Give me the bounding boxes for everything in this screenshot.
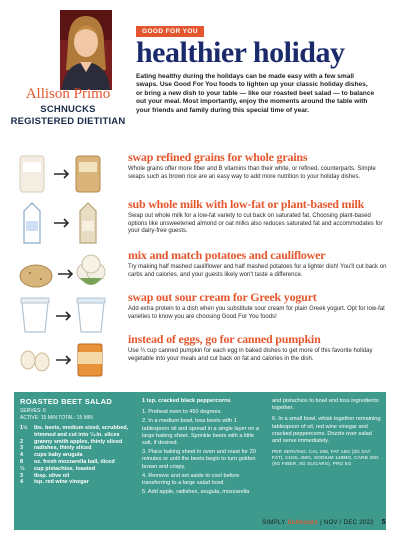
step-item: 3. Place baking sheet in oven and roast for 20 minutes or until the beets begin to turn golden brown and crispy. bbox=[142, 449, 256, 470]
swap-description: Add extra protein to a dish when you substitute sour cream for plain Greek yogurt. Opt for low-fat varieties to know you are choosing Good For You foods! bbox=[128, 306, 385, 320]
recipe-column-ingredients bbox=[20, 398, 136, 486]
intro-paragraph: Eating healthy during the holidays can be made easy with a few small swaps. Use Good For You foods to lighten up your classic holiday dishes, or bring a new dish to your table — like our roasted beet salad — to balance out your meal. Most importantly, enjoy the moments around the table with your friends and family during this special time of year. bbox=[136, 73, 375, 114]
step-list bbox=[142, 409, 262, 496]
recipe-time: ACTIVE: 15 MIN TOTAL: 15 MIN bbox=[20, 414, 93, 421]
step-item: 6. In a small bowl, whisk together remaining tablespoon of oil, red wine vinegar and cracked peppercorns. Drizzle over salad and serve immediately. bbox=[272, 416, 381, 445]
step-item: 4. Remove and set aside to cool before transferring to a large salad bowl. bbox=[142, 472, 240, 487]
footer-prefix: SIMPLY bbox=[262, 520, 286, 526]
swap-description: Try making half mashed cauliflower and half mashed potatoes for a lighter dish! You'll cut back on carbs and calories, and your guests likely won't taste a difference. bbox=[128, 264, 387, 278]
recipe-column-steps-1 bbox=[142, 398, 262, 498]
ingredient-item: 3 radishes, thinly sliced bbox=[20, 445, 92, 452]
recipe-panel bbox=[14, 392, 386, 530]
page-footer bbox=[262, 519, 386, 526]
swap-heading: swap out sour cream for Greek yogurt bbox=[128, 290, 317, 304]
swap-item-grains bbox=[0, 150, 400, 200]
author-role: REGISTERED DIETITIAN bbox=[10, 116, 126, 127]
step-continued: and pistachios to bowl and toss ingredients together. bbox=[272, 398, 379, 412]
footer-brand: Schnucks bbox=[287, 520, 319, 526]
ingredient-item: 3 tbsp. olive oil bbox=[20, 472, 70, 479]
ingredient-item: 4 cups baby arugula bbox=[20, 452, 83, 459]
ingredient-item: 4 tsp. red wine vinegar bbox=[20, 479, 89, 486]
section-badge: GOOD FOR YOU bbox=[136, 26, 204, 37]
ingredient-item: ⅓ cup pistachios, toasted bbox=[20, 465, 96, 472]
author-photo bbox=[60, 10, 112, 90]
swap-description: Use ¼ cup canned pumpkin for each egg in baked dishes to get more of this favorite holiday vegetable into your meals and cut back on fat and calories in the dish. bbox=[128, 348, 373, 362]
ingredient-item: 2 granny smith apples, thinly sliced bbox=[20, 438, 123, 445]
ingredient-item: 1½ lbs. beets, medium sized, scrubbed, trimmed and cut into ¼-in. slices bbox=[20, 425, 129, 438]
footer-issue: | NOV / DEC 2022 bbox=[320, 520, 374, 526]
swap-heading: mix and match potatoes and cauliflower bbox=[128, 248, 326, 262]
ingredient-continued: 1 tsp. cracked black peppercorns bbox=[142, 398, 231, 404]
swap-heading: instead of eggs, go for canned pumpkin bbox=[128, 332, 321, 346]
swap-description: Whole grains offer more fiber and B vitamins than their white, or refined, counterparts. Simple swaps such as brown rice are an easy way to add more nutrition to your holiday dishes. bbox=[128, 166, 376, 180]
recipe-serves: SERVES: 6 bbox=[20, 408, 46, 415]
recipe-title: ROASTED BEET SALAD bbox=[20, 397, 113, 406]
step-item: 5. Add apple, radishes, arugula, mozzarella bbox=[142, 489, 250, 496]
recipe-column-steps-2 bbox=[272, 398, 382, 468]
eggs-pumpkin-illustration bbox=[14, 332, 114, 382]
grains-illustration bbox=[14, 150, 114, 200]
swap-item-pumpkin bbox=[0, 332, 400, 382]
nutrition-info: PER SERVING: CAL 296, FAT 18G (3G SAT FAT), CHOL 4MG, SODIUM 149MG, CARB 28G (5G FIBER, 8G SUGARS), PRO 5G bbox=[272, 450, 379, 468]
ingredient-list bbox=[20, 425, 136, 486]
swap-item-milk bbox=[0, 197, 400, 247]
step-list bbox=[272, 416, 382, 445]
swap-description: Swap out whole milk for a low-fat variety to cut back on saturated fat. Choosing plant-based options like unsweetened almond or oat milks also reduces saturated fat and accommodates for your dairy-free guests. bbox=[128, 213, 383, 235]
swap-heading: sub whole milk with low-fat or plant-based milk bbox=[128, 197, 365, 211]
ingredient-item: 8 oz. fresh mozzarella ball, diced bbox=[20, 459, 115, 465]
page-number: 5 bbox=[381, 519, 386, 526]
author-org: SCHNUCKS bbox=[40, 104, 96, 115]
step-item: 2. In a medium bowl, toss beets with 1 tablespoon oil and spread in a single layer on a large baking sheet. Sprinkle beets with a little salt, if desired. bbox=[142, 418, 259, 447]
milk-illustration bbox=[14, 197, 114, 247]
page-title: healthier holiday bbox=[136, 36, 345, 69]
step-item: 1. Preheat oven to 450 degrees. bbox=[142, 409, 222, 416]
author-name: Allison Primo bbox=[25, 86, 111, 102]
swap-heading: swap refined grains for whole grains bbox=[128, 150, 308, 164]
